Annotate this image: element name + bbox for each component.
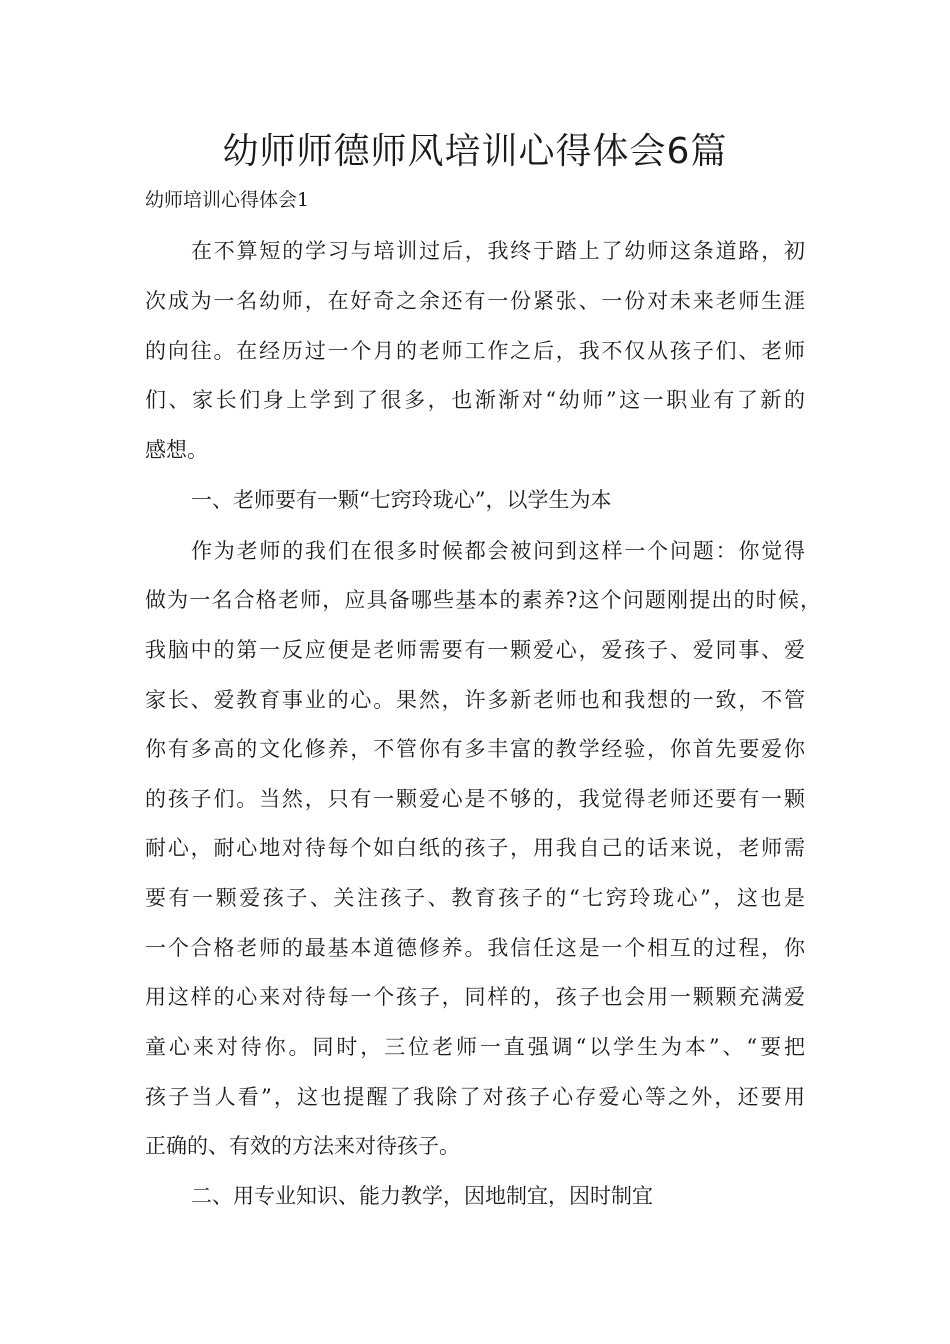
paragraph-line: 次成为一名幼师，在好奇之余还有一份紧张、一份对未来老师生涯: [145, 289, 805, 313]
section-subtitle: 幼师培训心得体会1: [145, 189, 310, 211]
paragraph-line: 在不算短的学习与培训过后，我终于踏上了幼师这条道路，初: [191, 239, 805, 263]
paragraph-line: 童心来对待你。同时，三位老师一直强调“以学生为本”、“要把: [145, 1035, 805, 1059]
document-title: 幼师师德师风培训心得体会6篇: [222, 131, 728, 172]
paragraph-line: 一个合格老师的最基本道德修养。我信任这是一个相互的过程，你: [145, 936, 805, 960]
paragraph-line: 们、家长们身上学到了很多，也渐渐对“幼师”这一职业有了新的: [145, 388, 805, 412]
section-heading-2: 二、用专业知识、能力教学，因地制宜，因时制宜: [191, 1184, 653, 1208]
paragraph-line: 的向往。在经历过一个月的老师工作之后，我不仅从孩子们、老师: [145, 339, 805, 363]
paragraph-line: 感想。: [145, 438, 208, 462]
paragraph-line: 正确的、有效的方法来对待孩子。: [145, 1134, 460, 1158]
paragraph-line: 我脑中的第一反应便是老师需要有一颗爱心，爱孩子、爱同事、爱: [145, 638, 805, 662]
paragraph-line: 家长、爱教育事业的心。果然，许多新老师也和我想的一致，不管: [145, 688, 805, 712]
paragraph-line: 耐心，耐心地对待每个如白纸的孩子，用我自己的话来说，老师需: [145, 836, 805, 860]
paragraph-line: 你有多高的文化修养，不管你有多丰富的教学经验，你首先要爱你: [145, 737, 805, 761]
paragraph-line: 要有一颗爱孩子、关注孩子、教育孩子的“七窍玲珑心”，这也是: [145, 886, 805, 910]
paragraph-line: 用这样的心来对待每一个孩子，同样的，孩子也会用一颗颗充满爱: [145, 985, 805, 1009]
section-heading-1: 一、老师要有一颗“七窍玲珑心”，以学生为本: [191, 488, 612, 512]
paragraph-line: 做为一名合格老师，应具备哪些基本的素养?这个问题刚提出的时候，: [145, 588, 821, 612]
paragraph-line: 孩子当人看”，这也提醒了我除了对孩子心存爱心等之外，还要用: [145, 1085, 805, 1109]
paragraph-line: 的孩子们。当然，只有一颗爱心是不够的，我觉得老师还要有一颗: [145, 787, 805, 811]
paragraph-line: 作为老师的我们在很多时候都会被问到这样一个问题：你觉得: [191, 539, 805, 563]
